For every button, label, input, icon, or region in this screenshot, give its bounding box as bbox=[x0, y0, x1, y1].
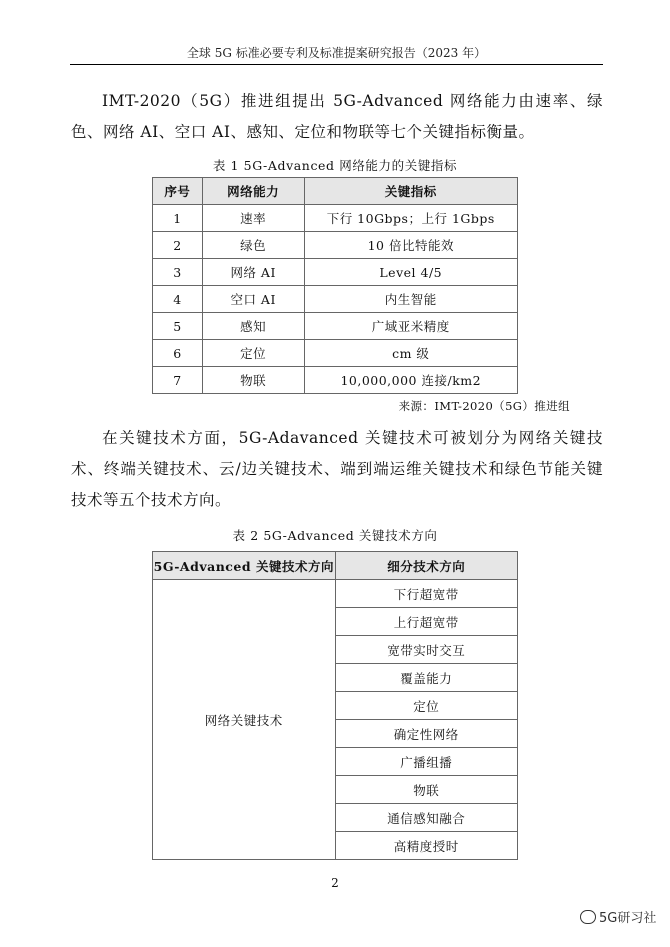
column-header-index: 序号 bbox=[153, 178, 203, 205]
cell-subdirection: 广播组播 bbox=[335, 748, 517, 776]
cell-index: 7 bbox=[153, 367, 203, 394]
cell-group-network-tech: 网络关键技术 bbox=[153, 580, 336, 860]
cell-subdirection: 宽带实时交互 bbox=[335, 636, 517, 664]
cell-indicator: cm 级 bbox=[304, 340, 517, 367]
page-header: 全球 5G 标准必要专利及标准提案研究报告（2023 年） bbox=[186, 46, 487, 60]
cell-subdirection: 下行超宽带 bbox=[335, 580, 517, 608]
key-technology-directions-table bbox=[152, 551, 518, 860]
watermark-label: 5G研习社 bbox=[599, 911, 657, 926]
table-row bbox=[153, 205, 518, 232]
paragraph-key-technologies: 在关键技术方面，5G-Adavanced 关键技术可被划分为网络关键技术、终端关键技术、云/边关键技术、端到端运维关键技术和绿色节能关键技术等五个技术方向。 bbox=[71, 429, 603, 509]
cell-capability: 网络 AI bbox=[202, 259, 304, 286]
wechat-icon bbox=[580, 910, 596, 924]
table1-caption: 表 1 5G-Advanced 网络能力的关键指标 bbox=[212, 158, 458, 173]
cell-index: 1 bbox=[153, 205, 203, 232]
cell-subdirection: 确定性网络 bbox=[335, 720, 517, 748]
table-row bbox=[153, 340, 518, 367]
header-rule bbox=[70, 64, 603, 65]
cell-index: 4 bbox=[153, 286, 203, 313]
table-header-row bbox=[153, 178, 518, 205]
cell-indicator: 下行 10Gbps；上行 1Gbps bbox=[304, 205, 517, 232]
cell-index: 5 bbox=[153, 313, 203, 340]
cell-index: 6 bbox=[153, 340, 203, 367]
cell-subdirection: 通信感知融合 bbox=[335, 804, 517, 832]
table2-caption: 表 2 5G-Advanced 关键技术方向 bbox=[232, 528, 438, 543]
column-header-direction: 5G-Advanced 关键技术方向 bbox=[153, 552, 336, 580]
cell-indicator: 10,000,000 连接/km2 bbox=[304, 367, 517, 394]
cell-capability: 物联 bbox=[202, 367, 304, 394]
cell-subdirection: 覆盖能力 bbox=[335, 664, 517, 692]
column-header-indicator: 关键指标 bbox=[304, 178, 517, 205]
table-row bbox=[153, 580, 518, 608]
page-number: 2 bbox=[331, 876, 339, 890]
cell-indicator: 广域亚米精度 bbox=[304, 313, 517, 340]
cell-indicator: Level 4/5 bbox=[304, 259, 517, 286]
paragraph-network-capabilities: IMT-2020（5G）推进组提出 5G-Advanced 网络能力由速率、绿色、网络 AI、空口 AI、感知、定位和物联等七个关键指标衡量。 bbox=[71, 92, 603, 141]
table-row bbox=[153, 367, 518, 394]
cell-index: 3 bbox=[153, 259, 203, 286]
table-row bbox=[153, 259, 518, 286]
cell-capability: 空口 AI bbox=[202, 286, 304, 313]
table-header-row bbox=[153, 552, 518, 580]
column-header-subdirection: 细分技术方向 bbox=[335, 552, 517, 580]
capability-indicators-table bbox=[152, 177, 518, 394]
cell-subdirection: 上行超宽带 bbox=[335, 608, 517, 636]
cell-capability: 感知 bbox=[202, 313, 304, 340]
cell-index: 2 bbox=[153, 232, 203, 259]
wechat-watermark bbox=[580, 907, 656, 926]
column-header-capability: 网络能力 bbox=[202, 178, 304, 205]
cell-capability: 速率 bbox=[202, 205, 304, 232]
cell-indicator: 内生智能 bbox=[304, 286, 517, 313]
cell-subdirection: 物联 bbox=[335, 776, 517, 804]
table1-source: 来源：IMT-2020（5G）推进组 bbox=[398, 399, 570, 413]
cell-indicator: 10 倍比特能效 bbox=[304, 232, 517, 259]
cell-subdirection: 高精度授时 bbox=[335, 832, 517, 860]
table-row bbox=[153, 313, 518, 340]
cell-capability: 定位 bbox=[202, 340, 304, 367]
cell-capability: 绿色 bbox=[202, 232, 304, 259]
table-row bbox=[153, 232, 518, 259]
cell-subdirection: 定位 bbox=[335, 692, 517, 720]
table-row bbox=[153, 286, 518, 313]
